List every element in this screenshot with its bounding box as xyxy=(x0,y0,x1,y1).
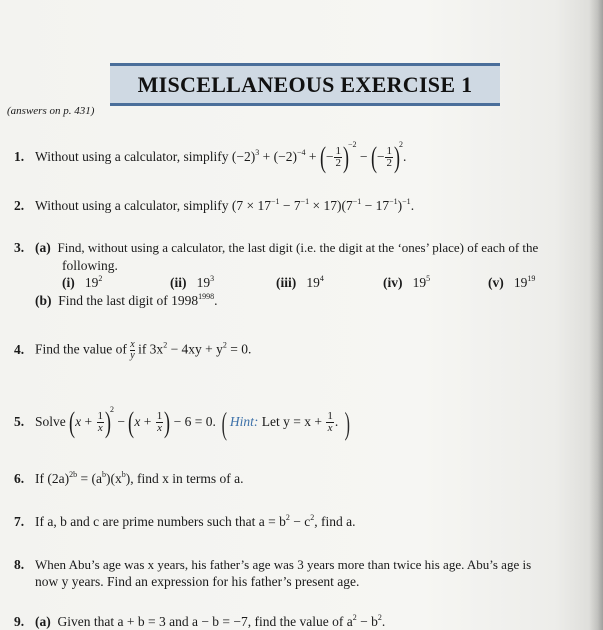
question-8: 8. When Abu’s age was x years, his father’s age was 3 years more than twice his age. Abu’s age is xyxy=(14,557,532,572)
question-3a-continued: following. xyxy=(62,258,118,273)
fraction: $\frac{1}{x}$ xyxy=(156,410,163,435)
question-4: 4. Find the value of $\frac{x}{y}$ if $3x^2 - 4xy + y^2 = 0$. xyxy=(14,339,252,361)
question-number: 9. xyxy=(14,614,25,629)
exercise-title: MISCELLANEOUS EXERCISE 1 xyxy=(137,71,473,97)
question-3b: (b) Find the last digit of $1998^{1998}$. xyxy=(35,292,218,308)
question-3a-part-1: (i) $19^2$ xyxy=(62,274,103,290)
question-number: 7. xyxy=(14,514,25,529)
exercise-title-banner xyxy=(110,63,500,106)
answers-note: (answers on p. 431) xyxy=(7,105,95,117)
question-number: 2. xyxy=(14,198,25,213)
question-6: 6. If $(2a)^{2b} = (a^b)(x^b)$, find x in terms of a. xyxy=(14,470,244,486)
question-3a-part-4: (iv) $19^5$ xyxy=(383,274,431,290)
question-3a: 3. (a) Find, without using a calculator, the last digit (i.e. the digit at the ‘ones’ place) of each of the xyxy=(14,240,539,255)
fraction: $\frac{x}{y}$ xyxy=(130,339,135,361)
question-number: 4. xyxy=(14,341,25,357)
question-5: 5. Solve (x + $\frac{1}{x}$ )2 − (x + $\frac{1}{x}$ ) − 6 = 0. ( Hint: Let y = x + $\frac{1}{x}$ . ) xyxy=(14,404,350,441)
fraction: $\frac{1}{2}$ xyxy=(386,145,392,170)
question-2: 2. Without using a calculator, simplify $(7 \times 17^{-1} - 7^{-1} \times 17)(7^{-1} - 17^{-1})^{-1}$. xyxy=(14,197,415,213)
question-7: 7. If a, b and c are prime numbers such that $a = b^2 - c^2$, find a. xyxy=(14,513,356,529)
question-number: 3. xyxy=(14,240,25,255)
question-8-continued: now y years. Find an expression for his father’s present age. xyxy=(35,574,360,589)
fraction: $\frac{1}{2}$ xyxy=(335,145,341,170)
question-number: 5. xyxy=(14,414,25,429)
question-number: 1. xyxy=(14,149,25,164)
question-1: 1. Without using a calculator, simplify $(-2)^3 + (-2)^{-4}$ + (− $\frac{1}{2}$ )−2 − (− $\frac{1}{2}$ )2. xyxy=(14,140,407,174)
fraction: $\frac{1}{x}$ xyxy=(327,410,333,435)
question-9: 9. (a) Given that a + b = 3 and a − b = −7, find the value of $a^2 - b^2$. xyxy=(14,613,386,629)
question-3a-part-3: (iii) $19^4$ xyxy=(276,274,324,290)
page-binding-shadow xyxy=(589,0,603,630)
question-number: 6. xyxy=(14,471,25,486)
fraction: $\frac{1}{x}$ xyxy=(97,410,104,435)
question-number: 8. xyxy=(14,557,25,572)
hint-label: Hint: xyxy=(229,414,259,429)
question-3a-part-2: (ii) $19^3$ xyxy=(170,274,215,290)
question-3a-part-5: (v) $19^{19}$ xyxy=(488,274,536,290)
